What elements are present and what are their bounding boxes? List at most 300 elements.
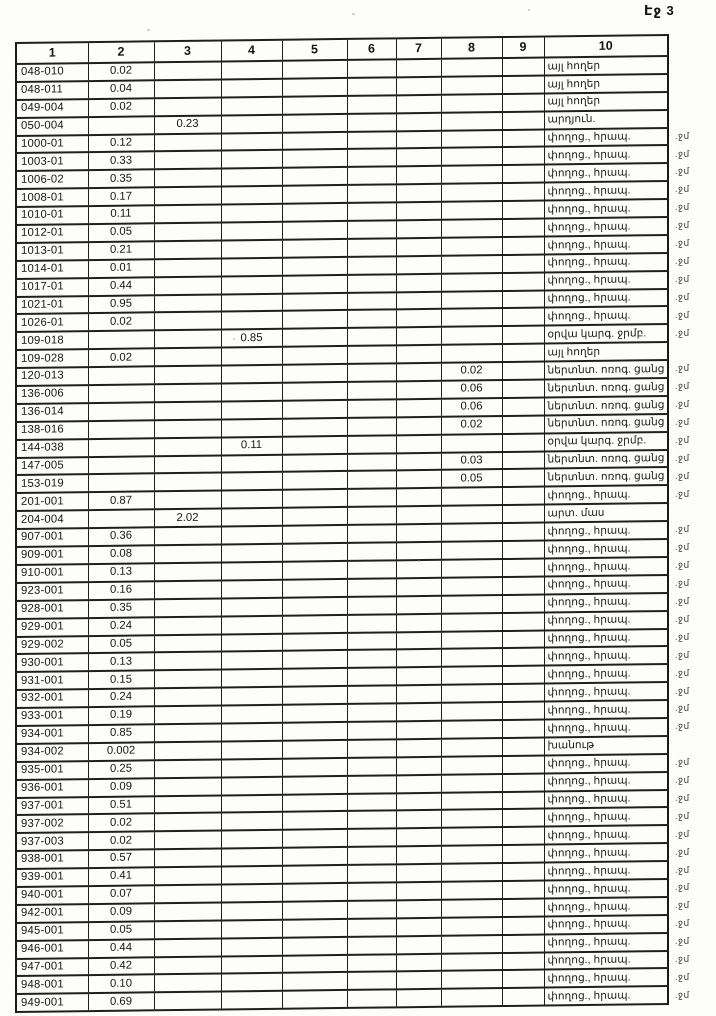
cell-value — [282, 776, 347, 795]
cell-value — [441, 917, 502, 936]
cell-code: 942-001 — [16, 904, 88, 923]
cell-value — [221, 186, 282, 205]
cell-value — [347, 954, 396, 972]
cell-value — [347, 220, 396, 238]
cell-value — [282, 937, 347, 956]
cell-value — [282, 418, 347, 437]
cell-label: փողոց., հրապ. — [544, 521, 668, 540]
cell-value — [282, 901, 347, 920]
cell-label: փողոց., հրապ. — [544, 306, 668, 325]
cell-code: 201-001 — [16, 492, 88, 511]
cell-value — [502, 666, 544, 684]
cell-value — [282, 722, 347, 741]
margin-mark: .ջմ — [675, 900, 690, 911]
cell-value — [347, 882, 396, 900]
cell-value — [154, 884, 221, 903]
margin-mark: .ջմ — [675, 309, 690, 320]
cell-label: ներտնտ. ոռոգ. ցանց — [544, 396, 668, 415]
cell-label: փողոց., հրապ. — [544, 807, 668, 826]
cell-value — [221, 490, 282, 509]
cell-value — [154, 902, 221, 921]
cell-value — [441, 487, 502, 506]
cell-value — [154, 330, 221, 349]
cell-label: այլ հողեր — [544, 92, 668, 111]
cell-label: փողոց., հրապ. — [544, 986, 668, 1005]
cell-label: խանութ — [544, 736, 668, 755]
cell-value — [88, 438, 154, 457]
cell-value — [221, 776, 282, 795]
margin-mark: .ջմ — [675, 667, 690, 678]
cell-label: ներտնտ. ոռոգ. ցանց — [544, 378, 668, 397]
margin-mark: .ջմ — [675, 434, 690, 445]
cell-value — [221, 955, 282, 974]
cell-code: 930-001 — [16, 653, 88, 672]
cell-label: փողոց., հրապ. — [544, 968, 668, 987]
cell-label: փողոց., հրապ. — [544, 861, 668, 880]
land-parcel-table — [15, 34, 669, 1013]
cell-value: 0.12 — [88, 134, 154, 153]
cell-value — [441, 112, 502, 131]
cell-value — [441, 165, 502, 184]
cell-code: 1026-01 — [16, 314, 88, 333]
cell-label: փողոց., հրապ. — [544, 825, 668, 844]
land-parcel-table-wrap — [15, 34, 690, 1013]
cell-value — [502, 397, 544, 415]
margin-mark: .ջմ — [675, 774, 690, 785]
column-header: 5 — [282, 39, 347, 61]
column-header: 6 — [347, 38, 396, 60]
cell-value — [441, 774, 502, 793]
cell-value — [221, 758, 282, 777]
cell-value — [221, 919, 282, 938]
cell-label: փողոց., հրապ. — [544, 181, 668, 200]
cell-label: փողոց., հրապ. — [544, 145, 668, 164]
cell-value — [154, 598, 221, 617]
cell-value — [502, 58, 544, 76]
cell-value: 0.25 — [88, 760, 154, 779]
cell-value — [282, 436, 347, 455]
cell-value — [441, 827, 502, 846]
cell-value — [154, 706, 221, 725]
cell-code: 204-004 — [16, 510, 88, 529]
cell-value — [396, 560, 441, 578]
cell-value — [282, 471, 347, 490]
cell-value — [502, 684, 544, 702]
cell-value — [396, 882, 441, 900]
margin-mark: .ջմ — [675, 291, 690, 302]
cell-value — [396, 381, 441, 399]
scan-speck — [352, 13, 355, 15]
cell-code: 935-001 — [16, 761, 88, 780]
cell-code: 933-001 — [16, 707, 88, 726]
cell-value — [502, 791, 544, 809]
cell-value — [154, 616, 221, 635]
cell-value: 0.05 — [441, 470, 502, 489]
cell-value: 0.95 — [88, 295, 154, 314]
column-header: 2 — [88, 41, 154, 63]
cell-value — [347, 149, 396, 167]
cell-value — [154, 222, 221, 241]
cell-value — [347, 668, 396, 686]
cell-value: 0.09 — [88, 778, 154, 797]
cell-value — [347, 328, 396, 346]
cell-value — [282, 328, 347, 347]
cell-value: 0.35 — [88, 170, 154, 189]
cell-value — [221, 61, 282, 80]
cell-value — [441, 273, 502, 292]
cell-value — [502, 952, 544, 970]
cell-value — [502, 594, 544, 612]
cell-value — [441, 309, 502, 328]
cell-value — [396, 363, 441, 381]
cell-value — [441, 577, 502, 596]
cell-label: փողոց., հրապ. — [544, 485, 668, 504]
cell-value — [221, 597, 282, 616]
cell-value — [154, 831, 221, 850]
cell-value — [347, 274, 396, 292]
cell-value — [441, 148, 502, 167]
cell-value — [396, 470, 441, 488]
cell-value — [396, 506, 441, 524]
cell-code: 937-001 — [16, 797, 88, 816]
cell-value — [396, 417, 441, 435]
cell-value — [88, 366, 154, 385]
cell-value — [154, 527, 221, 546]
cell-value — [347, 936, 396, 954]
cell-value — [221, 544, 282, 563]
margin-mark: .ջմ — [675, 398, 690, 410]
cell-value — [347, 525, 396, 543]
cell-value: 0.02 — [88, 814, 154, 833]
cell-value — [347, 918, 396, 936]
cell-value — [396, 631, 441, 649]
cell-value — [441, 881, 502, 900]
cell-value — [221, 311, 282, 330]
cell-value — [347, 131, 396, 149]
cell-value — [502, 541, 544, 559]
cell-value — [221, 240, 282, 259]
cell-value — [154, 97, 221, 116]
cell-value — [502, 165, 544, 183]
cell-value — [396, 989, 441, 1007]
column-header: 1 — [16, 42, 88, 64]
cell-value — [396, 327, 441, 345]
cell-value — [282, 990, 347, 1009]
cell-code: 109-028 — [16, 349, 88, 368]
cell-label: փողոց., հրապ. — [544, 915, 668, 934]
margin-mark: .ջմ — [675, 935, 690, 947]
cell-value — [347, 560, 396, 578]
column-header: 7 — [396, 38, 441, 60]
cell-value — [502, 219, 544, 237]
margin-mark: .ջմ — [675, 488, 690, 499]
margin-mark: .ջմ — [675, 327, 690, 338]
cell-value — [502, 415, 544, 433]
cell-value: 0.08 — [88, 545, 154, 564]
cell-value — [154, 670, 221, 689]
cell-code: 147-005 — [16, 457, 88, 476]
cell-value — [502, 433, 544, 451]
cell-label: ներտնտ. ոռոգ. ցանց — [544, 450, 668, 469]
cell-value — [221, 383, 282, 402]
cell-value — [282, 525, 347, 544]
cell-value — [282, 919, 347, 938]
cell-value — [441, 434, 502, 453]
cell-value — [502, 737, 544, 755]
cell-code: 136-014 — [16, 403, 88, 422]
cell-value — [347, 721, 396, 739]
cell-value — [396, 399, 441, 417]
cell-value — [282, 489, 347, 508]
cell-value — [154, 169, 221, 188]
cell-value — [502, 881, 544, 899]
cell-value — [154, 759, 221, 778]
scan-speck — [233, 338, 235, 340]
cell-code: 1010-01 — [16, 206, 88, 225]
cell-value — [441, 756, 502, 775]
margin-mark: .ջմ — [675, 595, 690, 606]
cell-value: 0.16 — [88, 581, 154, 600]
margin-mark: .ջմ — [675, 130, 690, 141]
cell-label: փողոց., հրապ. — [544, 575, 668, 594]
cell-value — [154, 723, 221, 742]
cell-value — [282, 400, 347, 419]
cell-value — [396, 434, 441, 452]
margin-mark: .ջմ — [675, 971, 690, 982]
cell-value — [221, 794, 282, 813]
cell-label: փողոց., հրապ. — [544, 611, 668, 630]
cell-label: ներտնտ. ոռոգ. ցանց — [544, 360, 668, 379]
page-number-label: Էջ 3 — [644, 3, 675, 18]
cell-value — [347, 399, 396, 417]
cell-value — [441, 130, 502, 149]
cell-value — [396, 77, 441, 95]
cell-value — [347, 703, 396, 721]
cell-value — [221, 580, 282, 599]
cell-value: 0.13 — [88, 563, 154, 582]
cell-value — [154, 795, 221, 814]
margin-mark: .ջմ — [675, 542, 690, 553]
cell-value — [502, 129, 544, 147]
cell-value — [502, 505, 544, 523]
cell-value: 0.02 — [88, 349, 154, 368]
margin-mark: .ջմ — [675, 953, 690, 964]
margin-mark: .ջմ — [675, 219, 690, 231]
cell-label: փողոց., հրապ. — [544, 897, 668, 916]
cell-value — [441, 237, 502, 256]
cell-code: 945-001 — [16, 922, 88, 941]
cell-label: փողոց., հրապ. — [544, 754, 668, 773]
cell-value — [282, 149, 347, 168]
cell-label: այլ հողեր — [544, 342, 668, 361]
cell-value — [221, 633, 282, 652]
cell-value — [282, 221, 347, 240]
cell-value — [441, 845, 502, 864]
cell-label: փողոց., հրապ. — [544, 718, 668, 737]
cell-code: 936-001 — [16, 779, 88, 798]
column-header: 4 — [221, 40, 282, 62]
cell-value — [441, 970, 502, 989]
cell-value: 0.03 — [441, 452, 502, 471]
cell-value — [502, 523, 544, 541]
margin-mark: .ջմ — [675, 864, 690, 875]
cell-value — [154, 258, 221, 277]
cell-value: 0.06 — [441, 380, 502, 399]
cell-value — [347, 95, 396, 113]
cell-value — [396, 452, 441, 470]
cell-value — [88, 510, 154, 529]
cell-value — [221, 472, 282, 491]
cell-code: 946-001 — [16, 940, 88, 959]
cell-value: 0.24 — [88, 688, 154, 707]
cell-code: 939-001 — [16, 868, 88, 887]
cell-value — [221, 723, 282, 742]
cell-value — [502, 827, 544, 845]
margin-mark: .ջմ — [675, 452, 690, 463]
cell-value — [396, 667, 441, 685]
cell-value — [441, 684, 502, 703]
cell-value — [221, 347, 282, 366]
cell-code: 934-002 — [16, 743, 88, 762]
cell-label: փողոց., հրապ. — [544, 933, 668, 952]
cell-value — [347, 202, 396, 220]
cell-value — [396, 918, 441, 936]
cell-value — [347, 739, 396, 757]
cell-code: 937-003 — [16, 832, 88, 851]
cell-value — [396, 345, 441, 363]
cell-value: 0.57 — [88, 849, 154, 868]
cell-value — [282, 632, 347, 651]
cell-value — [221, 454, 282, 473]
cell-code: 940-001 — [16, 886, 88, 905]
cell-value — [396, 309, 441, 327]
cell-value — [347, 596, 396, 614]
cell-code: 928-001 — [16, 600, 88, 619]
cell-value — [221, 275, 282, 294]
cell-code: 910-001 — [16, 564, 88, 583]
cell-value: 0.02 — [88, 98, 154, 117]
cell-label: փողոց., հրապ. — [544, 235, 668, 254]
cell-code: 120-013 — [16, 367, 88, 386]
cell-label: փողոց., հրապ. — [544, 539, 668, 558]
cell-value — [154, 294, 221, 313]
margin-mark: .ջմ — [675, 792, 690, 803]
cell-value — [88, 402, 154, 421]
cell-value — [502, 809, 544, 827]
margin-mark: .ջմ — [675, 756, 690, 768]
cell-value: 0.23 — [154, 115, 221, 134]
cell-value — [154, 580, 221, 599]
cell-code: 934-001 — [16, 725, 88, 744]
cell-value — [502, 75, 544, 93]
cell-value — [441, 58, 502, 77]
cell-value — [282, 239, 347, 258]
cell-value — [502, 236, 544, 254]
cell-value — [441, 326, 502, 345]
cell-value — [221, 79, 282, 98]
cell-label: փողոց., հրապ. — [544, 682, 668, 701]
cell-value — [282, 114, 347, 133]
cell-value: 0.07 — [88, 885, 154, 904]
cell-value — [282, 668, 347, 687]
cell-code: 938-001 — [16, 850, 88, 869]
cell-value: 0.10 — [88, 975, 154, 994]
cell-value — [441, 183, 502, 202]
cell-value — [282, 293, 347, 312]
cell-value — [282, 740, 347, 759]
cell-value — [396, 166, 441, 184]
cell-value — [154, 79, 221, 98]
cell-value: 0.002 — [88, 742, 154, 761]
cell-value — [154, 276, 221, 295]
cell-value — [282, 382, 347, 401]
cell-value — [396, 542, 441, 560]
cell-value: 0.02 — [88, 62, 154, 81]
cell-label: այլ հողեր — [544, 74, 668, 93]
cell-value — [282, 793, 347, 812]
cell-value — [502, 254, 544, 272]
cell-value — [502, 272, 544, 290]
margin-mark: .ջմ — [675, 721, 690, 732]
cell-value — [502, 648, 544, 666]
cell-value — [441, 631, 502, 650]
cell-value — [282, 60, 347, 79]
cell-value — [221, 884, 282, 903]
cell-value — [502, 970, 544, 988]
cell-value — [396, 685, 441, 703]
cell-value — [502, 290, 544, 308]
cell-code: 1013-01 — [16, 242, 88, 261]
cell-value — [221, 204, 282, 223]
cell-value: 0.24 — [88, 617, 154, 636]
column-header: 9 — [502, 37, 544, 59]
cell-label: փողոց., հրապ. — [544, 593, 668, 612]
cell-value — [441, 523, 502, 542]
cell-value — [502, 988, 544, 1006]
cell-value — [347, 292, 396, 310]
cell-code: 948-001 — [16, 976, 88, 995]
cell-value — [441, 595, 502, 614]
cell-value — [396, 846, 441, 864]
cell-value — [88, 420, 154, 439]
cell-value — [221, 258, 282, 277]
cell-value — [396, 649, 441, 667]
column-header: 10 — [544, 35, 668, 58]
cell-code: 937-002 — [16, 815, 88, 834]
margin-mark: .ջմ — [675, 685, 690, 696]
cell-value — [441, 94, 502, 113]
cell-value: 0.02 — [441, 416, 502, 435]
cell-value — [282, 615, 347, 634]
cell-value — [282, 597, 347, 616]
column-header: 8 — [441, 37, 502, 59]
cell-value — [502, 898, 544, 916]
cell-code: 1014-01 — [16, 260, 88, 279]
cell-value — [282, 561, 347, 580]
cell-code: 929-002 — [16, 636, 88, 655]
cell-value — [502, 845, 544, 863]
cell-value — [88, 456, 154, 475]
cell-value — [502, 630, 544, 648]
cell-value — [154, 312, 221, 331]
cell-value — [502, 719, 544, 737]
cell-value — [441, 344, 502, 363]
cell-value: 0.11 — [88, 205, 154, 224]
cell-value — [221, 902, 282, 921]
margin-mark: .ջմ — [675, 416, 690, 427]
cell-value — [282, 883, 347, 902]
cell-value — [88, 331, 154, 350]
